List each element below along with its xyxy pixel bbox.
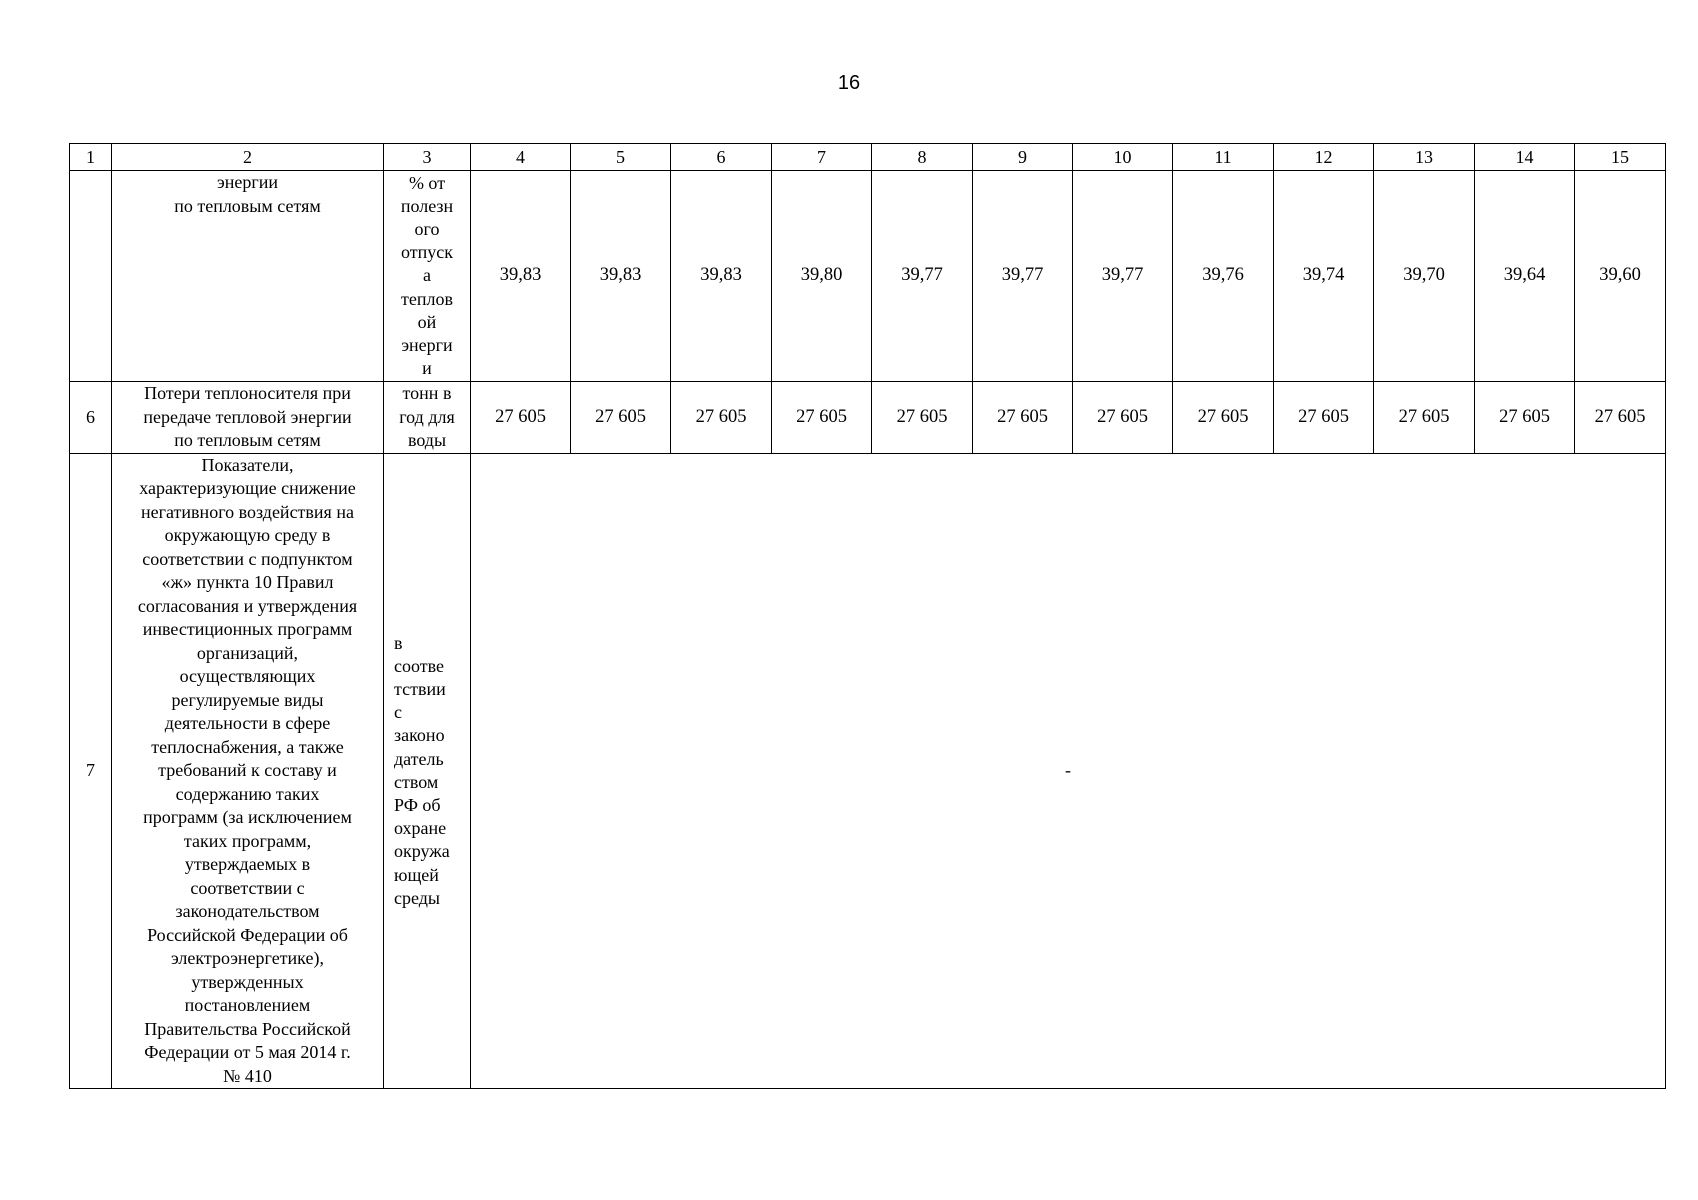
- unit-line: % от: [408, 172, 446, 193]
- unit-line: тонн в: [402, 383, 452, 404]
- name-line: постановлением: [184, 995, 311, 1015]
- value-cell: 39,76: [1173, 171, 1274, 382]
- column-number-header: 13: [1374, 144, 1475, 171]
- value-cell: 27 605: [973, 382, 1073, 454]
- value-cell: 39,77: [872, 171, 973, 382]
- value-cell: 27 605: [772, 382, 872, 454]
- value-cell: 27 605: [872, 382, 973, 454]
- unit-of-measure: [384, 382, 471, 454]
- name-line: негативного воздействия на: [141, 501, 354, 522]
- value-cell: 27 605: [1073, 382, 1173, 454]
- unit-line: а: [423, 265, 431, 286]
- column-number-header: 11: [1173, 144, 1274, 171]
- unit-of-measure: [384, 453, 471, 1089]
- name-line: электроэнергетике),: [171, 948, 324, 968]
- unit-line: теплов: [401, 288, 453, 309]
- table-row-heat-loss-percent: [70, 171, 1666, 382]
- name-line: организаций,: [196, 642, 299, 663]
- unit-line: отпуск: [401, 242, 453, 263]
- column-number-header: 4: [471, 144, 571, 171]
- name-line: передаче тепловой энергии: [143, 406, 352, 427]
- value-cell: 27 605: [1475, 382, 1575, 454]
- name-line: инвестиционных программ: [142, 619, 353, 639]
- value-cell: 39,77: [1073, 171, 1173, 382]
- name-line: теплоснабжения, а также: [151, 736, 344, 757]
- unit-line: в: [394, 632, 403, 653]
- name-line: согласования и утверждения: [137, 595, 358, 616]
- column-number-header: 12: [1274, 144, 1374, 171]
- unit-line: охране: [394, 818, 447, 839]
- value-cell: 39,77: [973, 171, 1073, 382]
- unit-line: датель: [394, 748, 444, 769]
- unit-of-measure: [384, 171, 471, 382]
- name-line: Показатели,: [201, 454, 294, 475]
- column-number-header: 8: [872, 144, 973, 171]
- name-line: Федерации от 5 мая 2014 г.: [144, 1042, 351, 1062]
- name-line: регулируемые виды: [171, 689, 324, 710]
- column-number-header: 3: [384, 144, 471, 171]
- unit-line: ством: [394, 771, 439, 792]
- name-line: осуществляющих: [179, 666, 316, 686]
- row-number: 7: [70, 453, 112, 1089]
- value-cell: 27 605: [571, 382, 671, 454]
- unit-line: ой: [417, 311, 437, 332]
- name-line: соответствии с подпунктом: [142, 548, 353, 569]
- name-line: «ж» пункта 10 Правил: [161, 572, 334, 592]
- name-line: требований к составу и: [158, 760, 337, 780]
- column-number-header: 9: [973, 144, 1073, 171]
- column-number-header: 2: [112, 144, 384, 171]
- value-cell: 27 605: [1173, 382, 1274, 454]
- unit-line: соотве: [394, 655, 445, 676]
- name-line: утверждаемых в: [184, 854, 311, 874]
- name-line: по тепловым сетям: [174, 195, 321, 216]
- indicators-table: [69, 143, 1666, 1089]
- unit-line: полезн: [400, 195, 454, 216]
- table-row-coolant-loss: [70, 382, 1666, 454]
- column-number-header: 1: [70, 144, 112, 171]
- name-line: по тепловым сетям: [174, 430, 321, 450]
- column-number-header: 7: [772, 144, 872, 171]
- name-line: Потери теплоносителя при: [144, 383, 351, 403]
- unit-line: и: [422, 358, 432, 379]
- value-cell: 39,64: [1475, 171, 1575, 382]
- value-cell: 39,70: [1374, 171, 1475, 382]
- name-line: № 410: [223, 1065, 272, 1086]
- unit-line: энерги: [401, 335, 453, 355]
- page-number: 16: [837, 72, 861, 94]
- value-cell: 39,60: [1575, 171, 1666, 382]
- value-cell: 39,83: [471, 171, 571, 382]
- row-number: 6: [70, 382, 112, 454]
- value-cell: 39,74: [1274, 171, 1374, 382]
- column-number-header: 5: [571, 144, 671, 171]
- name-line: утвержденных: [191, 971, 304, 992]
- name-line: характеризующие снижение: [139, 478, 356, 498]
- value-cell: 39,83: [571, 171, 671, 382]
- column-number-header: 10: [1073, 144, 1173, 171]
- name-line: содержанию таких: [175, 783, 320, 804]
- value-cell: 39,83: [671, 171, 772, 382]
- name-line: деятельности в сфере: [164, 713, 331, 733]
- table-row-environmental-impact: [70, 453, 1666, 1089]
- unit-line: РФ об: [394, 794, 441, 815]
- value-cell: 27 605: [1274, 382, 1374, 454]
- indicator-name: [112, 171, 384, 382]
- indicator-name: [112, 453, 384, 1089]
- name-line: законодательством: [175, 901, 320, 921]
- name-line: окружающую среду в: [164, 525, 331, 545]
- merged-value-cell: -: [471, 453, 1666, 1089]
- value-cell: 27 605: [1374, 382, 1475, 454]
- value-cell: 39,80: [772, 171, 872, 382]
- value-cell: 27 605: [671, 382, 772, 454]
- unit-line: тствии: [394, 678, 446, 699]
- unit-line: ющей: [394, 864, 439, 885]
- name-line: энергии: [217, 172, 278, 192]
- unit-line: среды: [394, 887, 440, 908]
- column-number-row: [70, 144, 1666, 171]
- name-line: программ (за исключением: [143, 807, 352, 827]
- unit-line: ого: [414, 218, 440, 239]
- column-number-header: 14: [1475, 144, 1575, 171]
- value-cell: 27 605: [1575, 382, 1666, 454]
- unit-line: год для: [399, 406, 455, 427]
- row-number: [70, 171, 112, 382]
- unit-line: с: [394, 702, 402, 723]
- value-cell: 27 605: [471, 382, 571, 454]
- indicator-name: [112, 382, 384, 454]
- column-number-header: 15: [1575, 144, 1666, 171]
- name-line: таких программ,: [183, 830, 312, 851]
- name-line: Правительства Российской: [144, 1018, 351, 1039]
- unit-line: окружа: [394, 841, 450, 862]
- unit-line: законо: [394, 725, 445, 746]
- name-line: соответствии с: [190, 877, 305, 898]
- column-number-header: 6: [671, 144, 772, 171]
- unit-line: воды: [407, 429, 447, 450]
- name-line: Российской Федерации об: [147, 924, 348, 945]
